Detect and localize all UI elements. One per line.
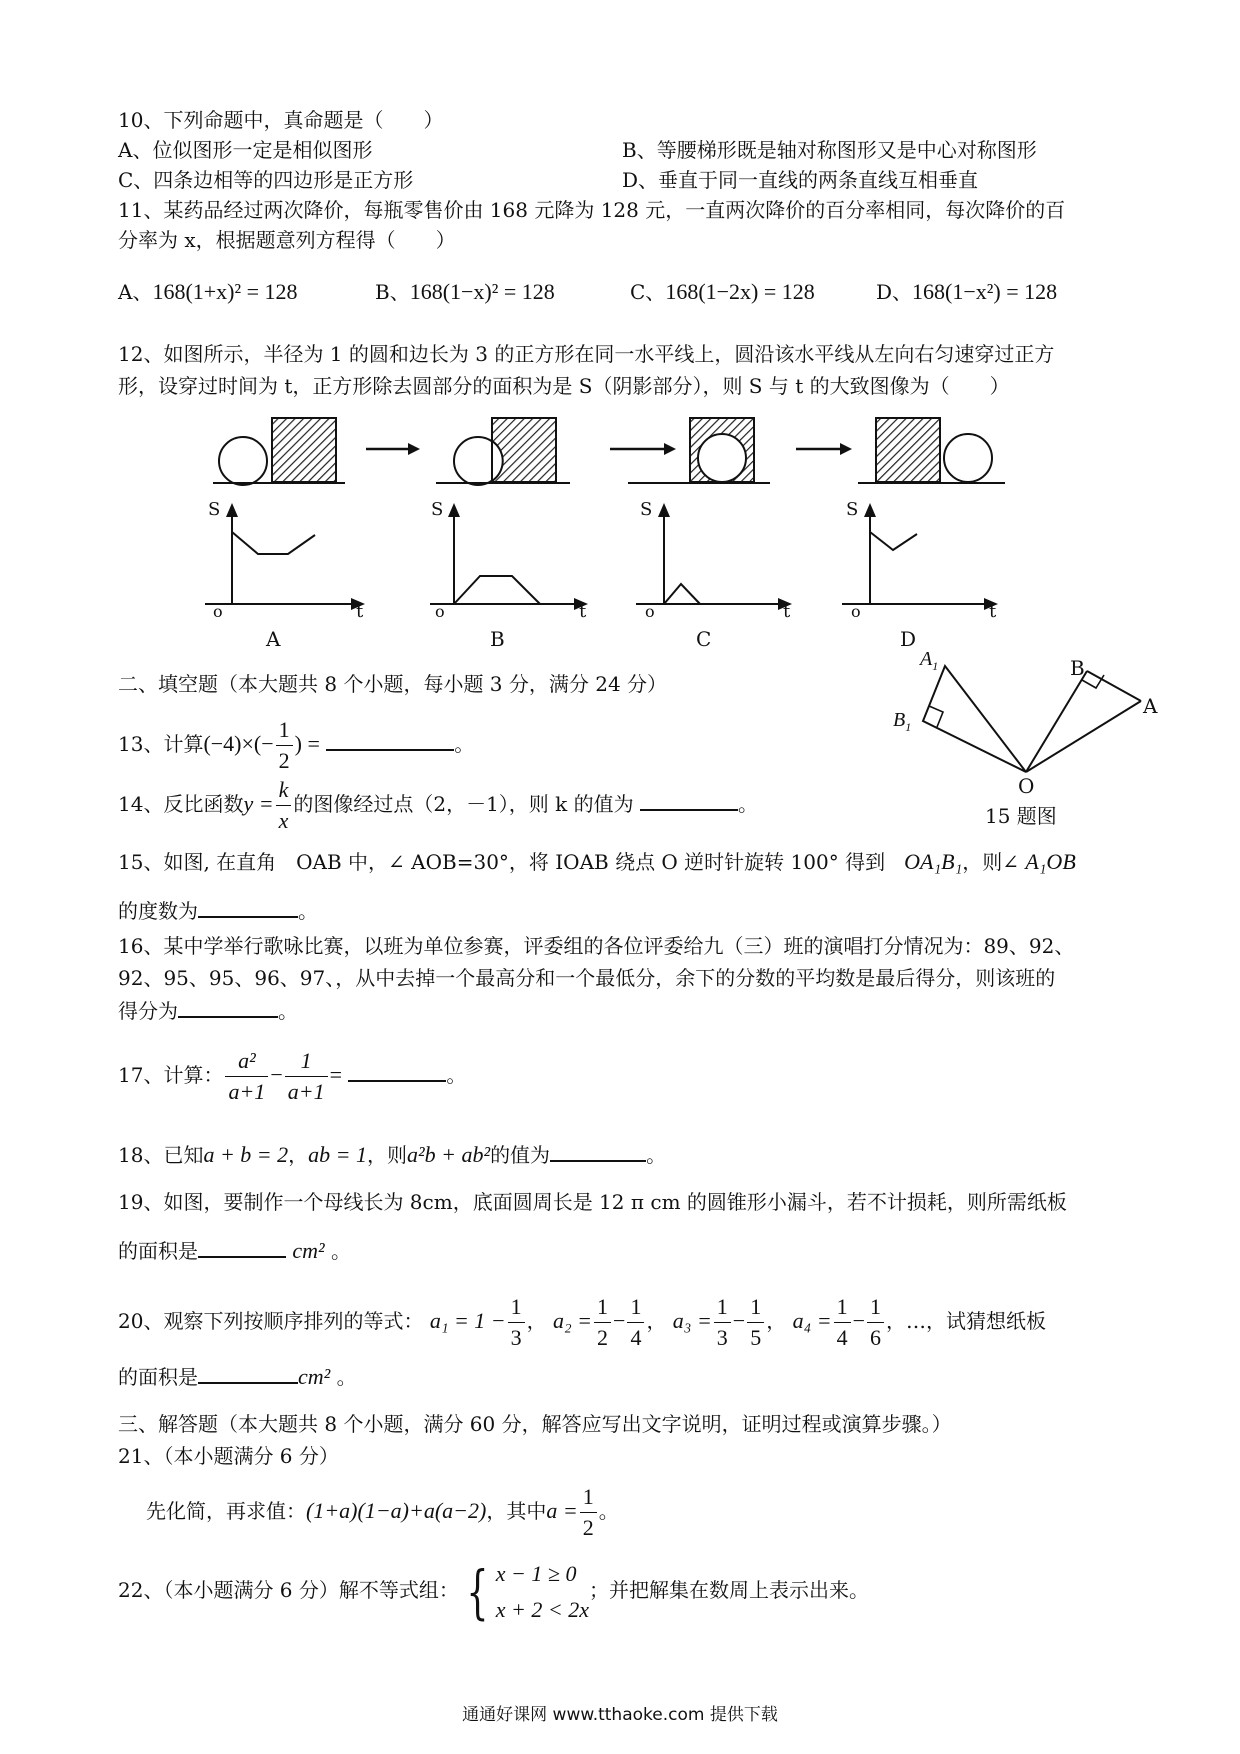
q19-answer-blank[interactable]	[198, 1236, 286, 1258]
q19-line1: 19、如图，要制作一个母线长为 8cm，底面圆周长是 12 π cm 的圆锥形小漏斗，若不计损耗，则所需纸板	[118, 1190, 1067, 1214]
page-footer: 通通好课网 www.tthaoke.com 提供下载	[462, 1705, 778, 1725]
q12-graph-a	[205, 503, 365, 610]
q12-diagram-step-3	[628, 418, 770, 483]
q13-answer-blank[interactable]	[326, 729, 454, 751]
graph-b-origin-label: o	[435, 602, 445, 621]
q14: 14、反比函数y = $\frac{k}{x}$ 的图像经过点（2，－1），则 k 的值为 。	[118, 777, 758, 833]
q21-title: 21、（本小题满分 6 分）	[118, 1444, 339, 1468]
q18-answer-blank[interactable]	[550, 1140, 646, 1162]
q18: 18、已知a + b = 2，ab = 1，则a²b + ab²的值为 。	[118, 1142, 667, 1167]
graph-b-s-label: S	[431, 499, 444, 520]
q22: 22、（本小题满分 6 分）解不等式组： { x − 1 ≥ 0 x + 2 < 2x ；并把解集在数周上表示出来。	[118, 1557, 870, 1626]
q21-body: 先化简，再求值：(1+a)(1−a)+a(a−2)，其中a = $\frac{1}{2}$ 。	[146, 1484, 619, 1540]
fig15-label-b1: $B_1$	[893, 709, 912, 734]
arrow-right-icon	[796, 443, 852, 455]
q15-figure	[923, 666, 1141, 772]
q16-line2: 92、95、95、96、97、，从中去掉一个最高分和一个最低分，余下的分数的平均数是最后得分，则该班的	[118, 966, 1056, 990]
graph-d-s-label: S	[846, 499, 859, 520]
q17-answer-blank[interactable]	[348, 1060, 446, 1082]
q11-option-b: B、168(1−x)² = 128	[375, 279, 555, 304]
fig15-label-a: A	[1143, 694, 1158, 718]
graph-c-origin-label: o	[645, 602, 655, 621]
option-b-label: B	[490, 627, 505, 651]
q12-graph-b	[430, 503, 588, 610]
q19-line2: 的面积是 cm² 。	[118, 1238, 351, 1263]
q15-line2: 的度数为 。	[118, 896, 318, 925]
graph-d-t-label: t	[989, 601, 997, 622]
q10-option-a: A、位似图形一定是相似图形	[118, 138, 373, 162]
fig15-label-a1: $A_1$	[920, 648, 939, 673]
q10-stem: 10、下列命题中，真命题是（ ）	[118, 108, 444, 132]
option-c-label: C	[696, 627, 712, 651]
q10-option-d: D、垂直于同一直线的两条直线互相垂直	[622, 168, 979, 192]
q12-diagram-step-2	[436, 418, 570, 485]
graph-c-t-label: t	[783, 601, 791, 622]
q11-stem-line1: 11、某药品经过两次降价，每瓶零售价由 168 元降为 128 元，一直两次降价的百分率相同，每次降价的百	[118, 198, 1066, 222]
q12-stem-line2: 形，设穿过时间为 t，正方形除去圆部分的面积为是 S（阴影部分），则 S 与 t 的大致图像为（ ）	[118, 374, 1010, 398]
q16-line3: 得分为 。	[118, 996, 298, 1025]
q10-option-c: C、四条边相等的四边形是正方形	[118, 168, 414, 192]
q16-answer-blank[interactable]	[178, 996, 278, 1018]
graph-a-origin-label: o	[213, 602, 223, 621]
q11-stem-line2: 分率为 x，根据题意列方程得（ ）	[118, 228, 456, 252]
q20-answer-blank[interactable]	[198, 1362, 298, 1384]
option-d-label: D	[900, 627, 917, 651]
q13: 13、计算(−4)×(− $\frac{1}{2}$ ) = 。	[118, 717, 475, 773]
graph-b-t-label: t	[579, 601, 587, 622]
arrow-right-icon	[366, 443, 420, 455]
q12-graph-d	[842, 503, 998, 610]
q12-graph-c	[636, 503, 792, 610]
graph-a-s-label: S	[208, 499, 221, 520]
fig15-label-b: B	[1070, 656, 1085, 680]
q11-option-a: A、168(1+x)² = 128	[118, 279, 298, 304]
q12-diagram-step-4	[858, 418, 1005, 483]
q11-option-d: D、168(1−x²) = 128	[876, 279, 1058, 304]
q15-line1: 15、如图, 在直角 OAB 中，∠ AOB=30°，将 ⅠOAB 绕点 O 逆时针旋转 100° 得到 OA₁B₁，则∠ A₁OB	[118, 849, 1076, 874]
graph-a-t-label: t	[356, 601, 364, 622]
q20-line1: 20、观察下列按顺序排列的等式： a₁ = 1 − $\frac{1}{3}$ ， a₂ = $\frac{1}{2}$ − $\frac{1}{4}$ ， a₃ = $\frac{1}{3}$ − $\frac{1}{5}$ ， a₄ = $\frac{1}{4}$ − $\frac{1}{6}$ ，…，试猜想纸板	[118, 1294, 1046, 1350]
q17: 17、计算： $\frac{\text{a²}}{a+1}$ − $\frac{1}{a+1}$ = 。	[118, 1048, 467, 1104]
graph-c-s-label: S	[640, 499, 653, 520]
fig15-caption: 15 题图	[985, 804, 1057, 828]
q20-line2: 的面积是 cm² 。	[118, 1364, 357, 1389]
graph-d-origin-label: o	[851, 602, 861, 621]
arrow-right-icon	[610, 443, 676, 455]
section-2-heading: 二、填空题（本大题共 8 个小题，每小题 3 分，满分 24 分）	[118, 672, 668, 696]
q14-answer-blank[interactable]	[640, 789, 738, 811]
q11-option-c: C、168(1−2x) = 128	[630, 279, 815, 304]
fig15-label-o: O	[1018, 774, 1035, 798]
q16-line1: 16、某中学举行歌咏比赛，以班为单位参赛，评委组的各位评委给九（三）班的演唱打分情况为：89、92、	[118, 934, 1075, 958]
q15-answer-blank[interactable]	[198, 896, 298, 918]
q10-option-b: B、等腰梯形既是轴对称图形又是中心对称图形	[622, 138, 1037, 162]
section-3-heading: 三、解答题（本大题共 8 个小题，满分 60 分，解答应写出文字说明，证明过程或演算步骤。）	[118, 1412, 952, 1436]
option-a-label: A	[266, 627, 281, 651]
q12-stem-line1: 12、如图所示，半径为 1 的圆和边长为 3 的正方形在同一水平线上，圆沿该水平线从左向右匀速穿过正方	[118, 342, 1055, 366]
q12-diagram-step-1	[213, 418, 345, 485]
